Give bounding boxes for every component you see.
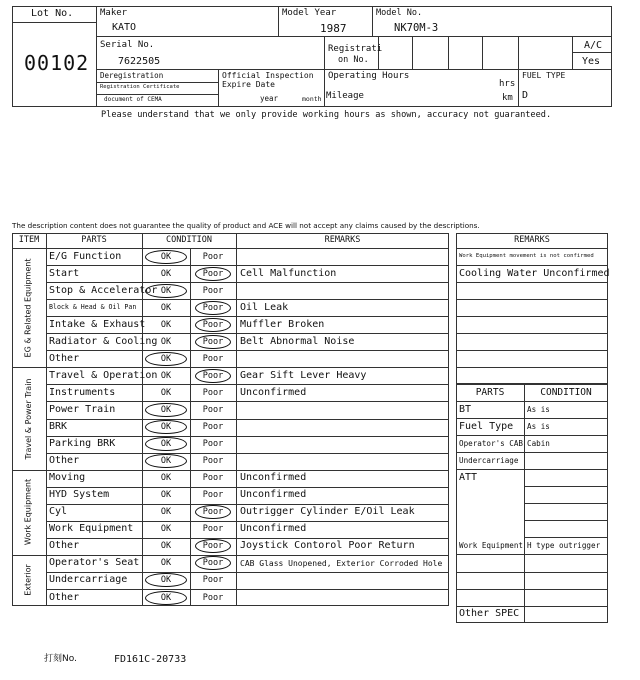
ok-option: OK <box>160 575 172 586</box>
divider <box>96 36 612 37</box>
part-name: Other <box>49 540 80 552</box>
row-divider <box>46 316 449 317</box>
poor-option: Poor <box>202 575 224 586</box>
divider <box>96 82 218 83</box>
column-header-remarks: REMARKS <box>324 235 361 245</box>
header-divider <box>456 401 608 402</box>
row-divider <box>456 367 608 368</box>
ok-option: OK <box>160 541 172 552</box>
fuel-type-value: D <box>522 90 529 101</box>
row-divider <box>456 554 608 555</box>
ok-option: OK <box>160 439 172 450</box>
row-divider <box>46 384 449 385</box>
poor-option: Poor <box>202 422 224 432</box>
part-name: Cyl <box>49 506 68 518</box>
group-divider <box>12 470 449 471</box>
part-name: Instruments <box>49 386 116 398</box>
hrs-label: hrs <box>499 79 516 89</box>
row-divider <box>46 299 449 300</box>
poor-option: Poor <box>202 251 224 262</box>
part-name: Other <box>49 352 80 364</box>
row-divider <box>46 504 449 505</box>
remark-text: CAB Glass Unopened, Exterior Corroded Hole <box>240 558 443 568</box>
row-divider <box>456 418 608 419</box>
poor-option: Poor <box>202 473 224 484</box>
ok-option: OK <box>160 473 172 484</box>
cema-label: document of CEMA <box>104 96 162 103</box>
row-divider <box>524 537 608 538</box>
part-name: Operator's Seat <box>49 557 140 569</box>
ac-label: A/C <box>584 40 603 51</box>
remark-line: Work Equipment movement is not confirmed <box>459 253 594 259</box>
working-hours-note: Please understand that we only provide working hours as shown, accuracy not guaranteed. <box>101 110 552 120</box>
ok-option: OK <box>160 387 172 398</box>
km-label: km <box>502 93 513 103</box>
model-year-label: Model Year <box>282 8 337 18</box>
row-divider <box>456 435 608 436</box>
registration-label-2: on No. <box>338 55 369 65</box>
row-divider <box>456 282 608 283</box>
divider <box>412 36 413 69</box>
row-divider <box>46 350 449 351</box>
ok-option: OK <box>160 251 172 262</box>
serial-value: 7622505 <box>118 56 161 67</box>
spec-part: ATT <box>459 471 478 483</box>
ok-option: OK <box>160 353 172 364</box>
poor-option: Poor <box>202 541 224 552</box>
part-name: Start <box>49 267 80 279</box>
spec-part: Undercarriage <box>459 456 519 466</box>
part-name: Block & Head & Oil Pan <box>49 303 137 312</box>
part-name: HYD System <box>49 489 110 501</box>
ok-option: OK <box>160 285 172 296</box>
ok-circle-mark <box>145 403 187 417</box>
divider <box>96 6 97 107</box>
remark-text: Unconfirmed <box>240 489 307 501</box>
poor-option: Poor <box>202 336 224 347</box>
column-header-condition: CONDITION <box>165 235 213 245</box>
remark-text: Outrigger Cylinder E/Oil Leak <box>240 506 415 518</box>
spec-part: BT <box>459 403 472 415</box>
inspection-label-2: Expire Date <box>222 80 275 89</box>
part-name: Work Equipment <box>49 523 134 535</box>
spec-part: Operator's CAB <box>459 439 524 449</box>
spec-condition: As is <box>527 405 550 414</box>
item-group-label: Exterior <box>23 564 33 597</box>
column-divider <box>236 233 237 606</box>
poor-option: Poor <box>202 490 224 501</box>
spec-header-condition: CONDITION <box>540 387 592 398</box>
ok-option: OK <box>160 422 172 432</box>
row-divider <box>456 350 608 351</box>
ok-option: OK <box>160 456 172 467</box>
remark-text: Belt Abnormal Noise <box>240 335 355 347</box>
poor-option: Poor <box>202 370 224 381</box>
divider <box>372 6 373 36</box>
ac-value: Yes <box>582 56 601 67</box>
row-divider <box>46 333 449 334</box>
poor-option: Poor <box>202 524 224 535</box>
part-name: Other <box>49 455 80 467</box>
ok-circle-mark <box>145 250 187 264</box>
divider <box>448 36 449 69</box>
remark-text: Joystick Contorol Poor Return <box>240 540 415 552</box>
disclaimer-text: The description content does not guarantee the quality of product and ACE will not accept any claims caused by the descriptions. <box>12 221 480 230</box>
row-divider <box>524 503 608 504</box>
ok-option: OK <box>160 302 172 313</box>
part-name: Power Train <box>49 403 116 415</box>
remark-text: Muffler Broken <box>240 318 325 330</box>
month-label: month <box>302 95 322 103</box>
spec-part: Work Equipment <box>459 541 524 551</box>
row-divider <box>46 538 449 539</box>
lot-label: Lot No. <box>31 8 74 19</box>
poor-circle-mark <box>195 267 231 281</box>
row-divider <box>46 436 449 437</box>
item-group-label: Travel & Power Train <box>24 377 34 460</box>
row-divider <box>46 487 449 488</box>
part-name: Intake & Exhaust <box>49 318 146 330</box>
divider <box>218 69 219 107</box>
remark-text: Gear Sift Lever Heavy <box>240 369 367 381</box>
row-divider <box>456 452 608 453</box>
column-header-item: ITEM <box>18 235 40 245</box>
ok-circle-mark <box>145 284 187 298</box>
spec-header-parts: PARTS <box>475 387 505 398</box>
column-divider <box>46 233 47 606</box>
row-divider <box>46 401 449 402</box>
poor-option: Poor <box>202 592 224 603</box>
ok-circle-mark <box>145 352 187 366</box>
part-name: Moving <box>49 472 86 484</box>
ok-option: OK <box>160 507 172 518</box>
poor-circle-mark <box>195 301 231 315</box>
remark-line: Cooling Water Unconfirmed <box>459 268 610 280</box>
row-divider <box>46 572 449 573</box>
row-divider <box>524 486 608 487</box>
poor-option: Poor <box>202 558 224 569</box>
divider <box>482 36 483 69</box>
ok-circle-mark <box>145 420 187 434</box>
spec-part: Fuel Type <box>459 420 514 432</box>
row-divider <box>456 299 608 300</box>
spec-condition: Cabin <box>527 439 550 449</box>
poor-option: Poor <box>202 404 224 415</box>
group-divider <box>12 555 449 556</box>
part-name: Radiator & Cooling <box>49 335 158 347</box>
divider <box>96 94 218 95</box>
poor-circle-mark <box>195 318 231 332</box>
divider <box>518 36 519 107</box>
stamp-number: FD161C-20733 <box>114 654 187 665</box>
poor-option: Poor <box>202 439 224 450</box>
divider <box>572 52 612 53</box>
row-divider <box>456 316 608 317</box>
operating-hours-label: Operating Hours <box>328 71 410 81</box>
ok-option: OK <box>160 558 172 569</box>
part-name: Undercarriage <box>49 574 128 586</box>
part-name: Parking BRK <box>49 438 116 450</box>
ok-option: OK <box>160 268 172 279</box>
row-divider <box>46 265 449 266</box>
ok-option: OK <box>160 404 172 415</box>
group-divider <box>12 367 449 368</box>
mileage-label: Mileage <box>326 91 364 101</box>
serial-label: Serial No. <box>100 40 155 50</box>
remark-text: Oil Leak <box>240 301 289 313</box>
row-divider <box>456 469 608 470</box>
part-name: Stop & Accelerator <box>49 284 158 296</box>
model-no-label: Model No. <box>376 8 423 18</box>
row-divider <box>456 589 608 590</box>
row-divider <box>46 282 449 283</box>
row-divider <box>46 453 449 454</box>
remarks-header: REMARKS <box>514 235 550 245</box>
row-divider <box>456 333 608 334</box>
item-group-label: EG & Related Equipment <box>24 258 33 358</box>
remark-text: Cell Malfunction <box>240 267 337 279</box>
inspection-label-1: Official Inspection <box>222 71 314 80</box>
ok-option: OK <box>160 370 172 381</box>
ok-option: OK <box>160 592 172 603</box>
deregistration-label: Deregistration <box>100 71 164 80</box>
row-divider <box>456 265 608 266</box>
spec-part: Other SPEC <box>459 608 520 620</box>
ok-option: OK <box>160 319 172 330</box>
item-group-label: Work Equipment <box>24 479 33 546</box>
poor-option: Poor <box>202 507 224 518</box>
poor-option: Poor <box>202 268 224 279</box>
poor-circle-mark <box>195 369 231 383</box>
year-label: year <box>260 94 279 103</box>
remark-text: Unconfirmed <box>240 523 307 535</box>
poor-option: Poor <box>202 319 224 330</box>
remark-text: Unconfirmed <box>240 386 307 398</box>
poor-option: Poor <box>202 387 224 398</box>
part-name: BRK <box>49 421 68 432</box>
divider <box>96 69 612 70</box>
maker-label: Maker <box>100 8 128 18</box>
fuel-type-label: FUEL TYPE <box>522 71 566 80</box>
row-divider <box>456 572 608 573</box>
part-name: Travel & Operation <box>49 369 158 381</box>
row-divider <box>46 419 449 420</box>
row-divider <box>524 520 608 521</box>
poor-option: Poor <box>202 456 224 467</box>
ok-option: OK <box>160 490 172 501</box>
divider <box>278 6 279 36</box>
spec-condition: As is <box>527 422 550 432</box>
model-no-value: NK70M-3 <box>394 22 439 34</box>
part-name: Other <box>49 591 80 603</box>
poor-option: Poor <box>202 353 224 364</box>
part-name: E/G Function <box>49 250 122 262</box>
divider <box>324 36 325 107</box>
ok-circle-mark <box>145 437 187 451</box>
registration-label-1: Registrati <box>328 44 383 54</box>
row-divider <box>46 521 449 522</box>
poor-option: Poor <box>202 285 224 296</box>
remark-text: Unconfirmed <box>240 472 307 484</box>
ok-circle-mark <box>145 591 187 605</box>
ok-option: OK <box>160 524 172 535</box>
row-divider <box>456 606 608 607</box>
ok-option: OK <box>160 336 172 347</box>
poor-option: Poor <box>202 302 224 313</box>
registration-certificate-label: Registration Certificate <box>100 84 180 90</box>
maker-value: KATO <box>112 22 137 33</box>
header-divider <box>12 248 449 249</box>
poor-circle-mark <box>195 335 231 349</box>
stamp-label: 打刻No. <box>44 654 77 664</box>
column-header-parts: PARTS <box>81 235 107 245</box>
lot-number: 00102 <box>24 51 90 75</box>
spec-condition: H type outrigger <box>527 541 601 551</box>
header-divider <box>456 248 608 249</box>
divider <box>12 22 96 23</box>
model-year-value: 1987 <box>320 22 347 35</box>
row-divider <box>46 589 449 590</box>
